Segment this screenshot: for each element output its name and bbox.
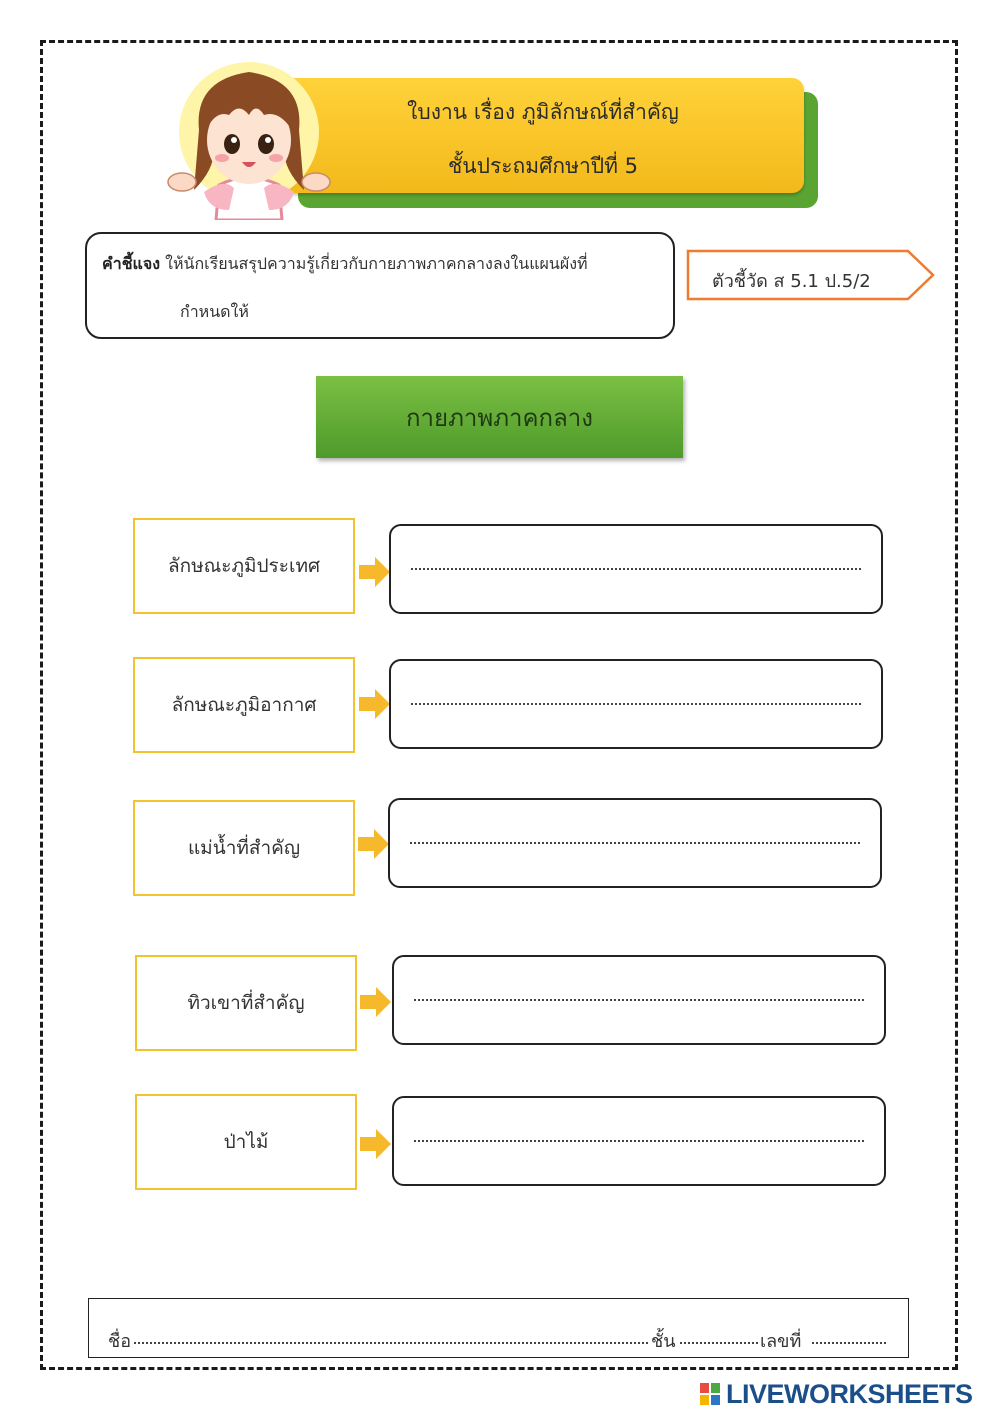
brand-text: LIVEWORKSHEETS bbox=[726, 1378, 973, 1409]
dotted-line bbox=[411, 699, 861, 705]
number-label: เลขที่ bbox=[760, 1331, 802, 1352]
instruction-text-continued: กำหนดให้ bbox=[180, 302, 249, 321]
name-label: ชื่อ bbox=[108, 1331, 132, 1352]
instruction-text bbox=[102, 252, 588, 277]
answer-field-rivers[interactable] bbox=[388, 798, 882, 888]
topic-box-topography: ลักษณะภูมิประเทศ bbox=[133, 518, 355, 614]
dotted-line bbox=[414, 995, 864, 1001]
liveworksheets-logo-icon bbox=[700, 1383, 720, 1405]
answer-field-mountain-ranges[interactable] bbox=[392, 955, 886, 1045]
topic-box-rivers: แม่น้ำที่สำคัญ bbox=[133, 800, 355, 896]
dotted-line bbox=[410, 838, 860, 844]
name-field[interactable] bbox=[134, 1340, 648, 1344]
topic-box-forests: ป่าไม้ bbox=[135, 1094, 357, 1190]
liveworksheets-brand bbox=[700, 1379, 973, 1409]
arrow-right-icon bbox=[357, 556, 391, 588]
class-field[interactable] bbox=[680, 1340, 758, 1344]
dotted-line bbox=[414, 1136, 864, 1142]
answer-field-forests[interactable] bbox=[392, 1096, 886, 1186]
section-title: กายภาพภาคกลาง bbox=[316, 376, 683, 458]
answer-field-climate[interactable] bbox=[389, 659, 883, 749]
arrow-right-icon bbox=[356, 828, 390, 860]
worksheet-grade: ชั้นประถมศึกษาปีที่ 5 bbox=[448, 154, 638, 178]
topic-box-climate: ลักษณะภูมิอากาศ bbox=[133, 657, 355, 753]
class-label: ชั้น bbox=[651, 1331, 676, 1352]
instruction-body: ให้นักเรียนสรุปความรู้เกี่ยวกับกายภาพภาคกลางลงในแผนผังที่ bbox=[165, 254, 588, 273]
dotted-line bbox=[411, 564, 861, 570]
arrow-right-icon bbox=[358, 986, 392, 1018]
answer-field-topography[interactable] bbox=[389, 524, 883, 614]
topic-box-mountain-ranges: ทิวเขาที่สำคัญ bbox=[135, 955, 357, 1051]
arrow-right-icon bbox=[357, 688, 391, 720]
instruction-label: คำชี้แจง bbox=[102, 254, 161, 273]
cartoon-girl-icon bbox=[164, 60, 334, 220]
instruction-box bbox=[85, 232, 675, 339]
indicator-label: ตัวชี้วัด ส 5.1 ป.5/2 bbox=[712, 271, 871, 292]
number-field[interactable] bbox=[812, 1340, 886, 1344]
worksheet-title: ใบงาน เรื่อง ภูมิลักษณ์ที่สำคัญ bbox=[407, 100, 679, 124]
arrow-right-icon bbox=[358, 1128, 392, 1160]
